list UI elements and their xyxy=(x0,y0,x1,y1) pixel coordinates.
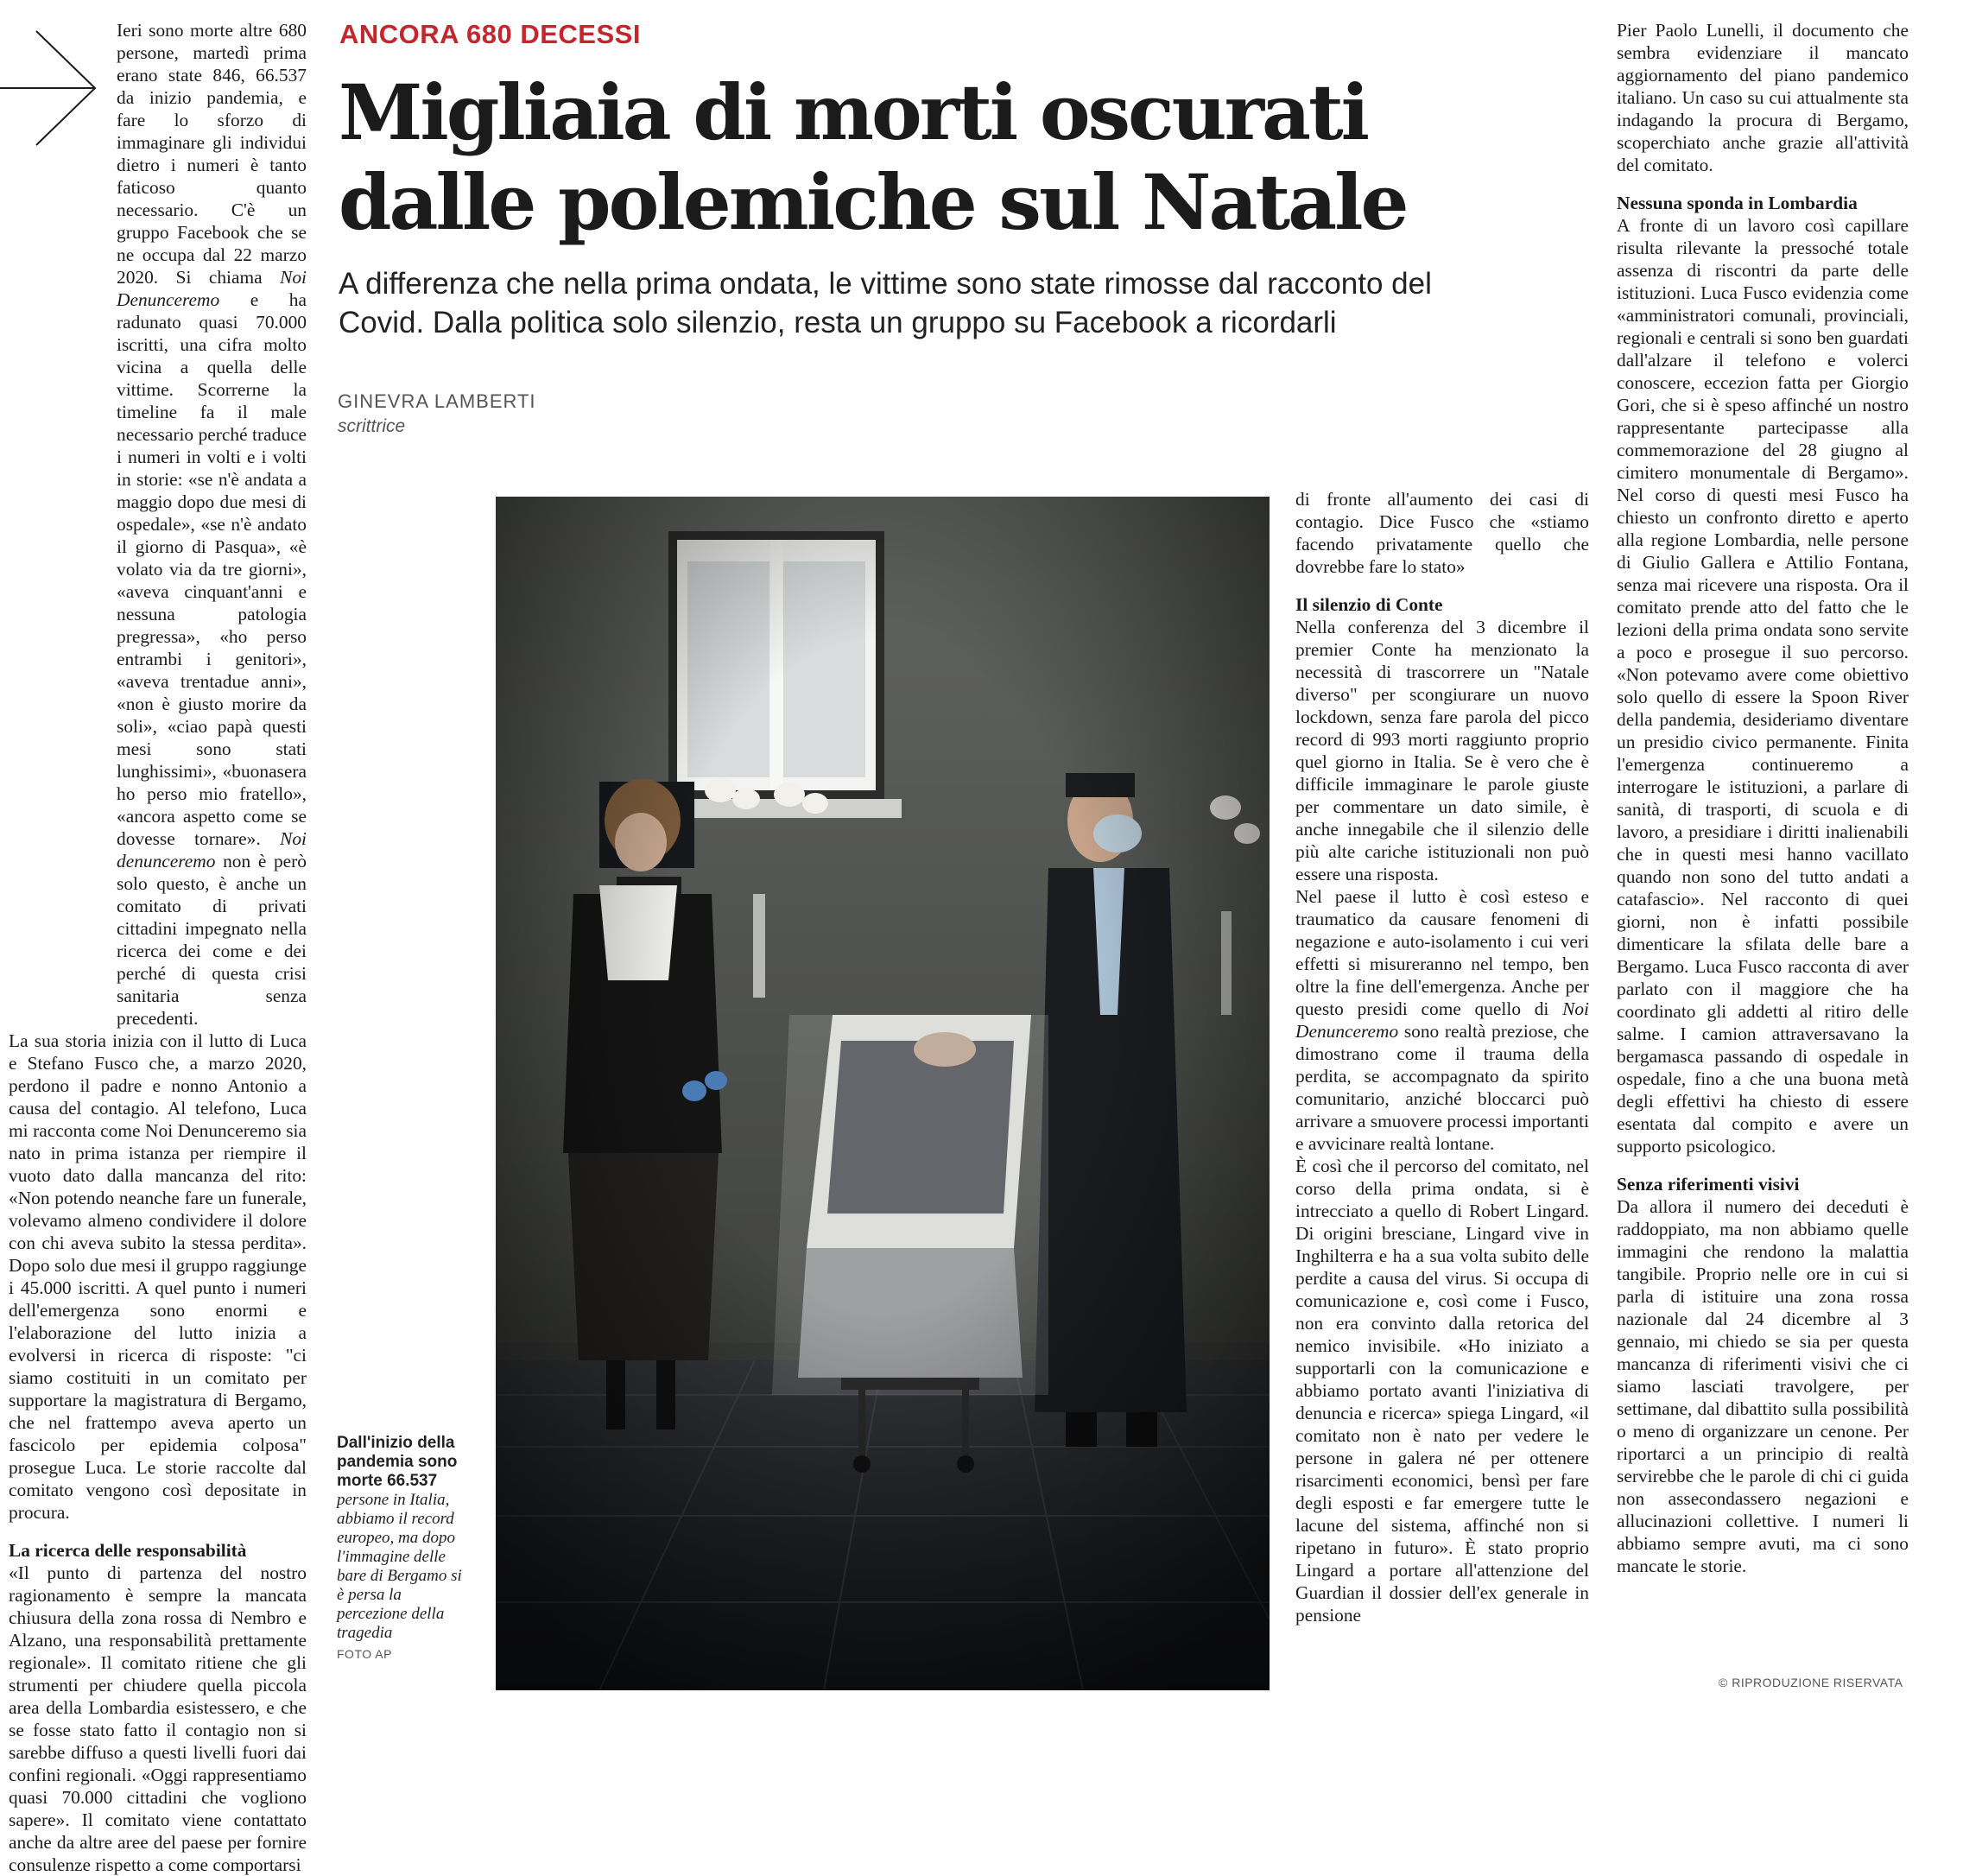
headline xyxy=(339,67,1461,247)
author-role: scrittrice xyxy=(338,416,406,436)
paragraph: «Il punto di partenza del nostro ragionamento è sempre la mancata chiusura della zona rossa di Nembro e Alzano, una responsabilità prettamente regionale». Il comitato ritiene che gli strumenti per chiudere quella piccola area della Lombardia esistessero, e che se fosse stato fatto il contagio non si sarebbe diffuso a questi livelli fuori dai confini regionali. «Oggi rappresentiamo quasi 70.000 cittadini che vogliono sapere». Il comitato viene contattato anche da altre aree del paese per fornire consulenze rispetto a come comportarsi xyxy=(9,1562,307,1875)
text-run: non è però solo questo, è anche un comitato di privati cittadini impegnato nella ricerca dei come e dei perché di questa crisi sanitaria senza precedenti. xyxy=(117,851,307,1029)
copyright-notice: © RIPRODUZIONE RISERVATA xyxy=(1719,1676,1903,1689)
caption-text: persone in Italia, abbiamo il record europeo, ma dopo l'immagine delle bare di Bergamo si è persa la percezione della tragedia xyxy=(337,1491,462,1642)
paragraph: La sua storia inizia con il lutto di Luca e Stefano Fusco che, a marzo 2020, perdono il padre e nonno Antonio a causa del contagio. Al telefono, Luca mi racconta come Noi Denunceremo sia nato in prima istanza per riempire il vuoto dato dalla mancanza del rito: «Non potendo neanche fare un funerale, volevamo almeno condividere il dolore con chi aveva subito la stessa perdita». Dopo solo due mesi il gruppo raggiunge i 45.000 iscritti. A quel punto i numeri dell'emergenza sono enormi e l'elaborazione del lutto inizia a evolversi in ricerca di risposte: "ci siamo costituiti in un comitato per supportare la magistratura di Bergamo, che nel frattempo aveva aperto un fascicolo per epidemia colposa" prosegue Luca. Le storie raccolte dal comitato vengono così depositate in procura. xyxy=(9,1030,307,1523)
text-run: sono realtà preziose, che dimostrano come il trauma della perdita, se accompagnato da spirito comunitario, anziché bloccarci può arrivare a smuovere processi importanti e avvicinare realtà lontane. xyxy=(1295,1021,1589,1154)
subheading: Senza riferimenti visivi xyxy=(1617,1174,1800,1195)
subheading: Il silenzio di Conte xyxy=(1295,594,1443,615)
paragraph: di fronte all'aumento dei casi di contagio. Dice Fusco che «stiamo facendo privatamente quello che dovrebbe fare lo stato» xyxy=(1295,489,1589,577)
text-run: Noi denunceremo xyxy=(117,828,307,871)
author-byline: GINEVRA LAMBERTI xyxy=(338,390,536,412)
paragraph: A fronte di un lavoro così capillare risulta rilevante la pressoché totale assenza di riscontri da parte delle istituzioni. Luca Fusco evidenzia come «amministratori comunali, provinciali, regionali e centrali si sono ben guardati dall'alzare il telefono e volerci conoscere, eccezion fatta per Giorgio Gori, che si è speso affinché un nostro rappresentante partecipasse alla commemorazione del 28 giugno al cimitero monumentale di Bergamo». Nel corso di questi mesi Fusco ha chiesto un confronto diretto e aperto alla regione Lombardia, nelle persone di Giulio Gallera e Attilio Fontana, senza mai ricevere una risposta. Ora il comitato prende atto del fatto che le lezioni della prima ondata sono servite a poco e prosegue il suo percorso. «Non potevamo avere come obiettivo solo quello di essere la Spoon River della pandemia, desideriamo diventare un presidio civico permanente. Finita l'emergenza continueremo a interrogare le istituzioni, a parlare di sanità, di trasporti, di scuola e di lavoro, a presidiare i diritti inalienabili che in questi mesi hanno vacillato quando non sono del tutto andati a catafascio». Nel racconto di quei giorni, non è infatti possibile dimenticare la sfilata delle bare a Bergamo. Luca Fusco racconta di aver parlato con il maggiore che ha coordinato gli addetti al ritiro delle salme. I camion attraversavano la bergamasca passando di ospedale in ospedale, fino a che una buona metà degli effettivi ha chiesto di essere esentata dal compito e avere un supporto psicologico. xyxy=(1617,215,1909,1157)
paragraph: Nella conferenza del 3 dicembre il premier Conte ha menzionato la necessità di trascorrere un "Natale diverso" per scongiurare un nuovo lockdown, senza fare parola del picco record di 993 morti raggiunto proprio quel giorno in Italia. Se è vero che è difficile immaginare le parole giuste per commentare un dato simile, è anche innegabile che il silenzio delle più alte cariche istituzionali non può essere una risposta. xyxy=(1295,617,1589,884)
paragraph: Da allora il numero dei deceduti è raddoppiato, ma non abbiamo quelle immagini che rendono la malattia tangibile. Proprio nelle ore in cui si parla di istituire una zona rossa nazionale dal 24 dicembre al 3 gennaio, mi chiedo se sia per questa mancanza di riferimenti visivi che ci siamo lasciati travolgere, per settimane, dal dibattito sulla possibilità o meno di organizzare un cenone. Per riportarci a un principio di realtà servirebbe che le parole di chi ci guida non assecondassero negazioni e allucinazioni collettive. I numeri li abbiamo sempre avuti, ma ci sono mancate le storie. xyxy=(1617,1196,1909,1576)
subheading: La ricerca delle responsabilità xyxy=(9,1540,247,1561)
paragraph xyxy=(9,19,307,1030)
kicker: ANCORA 680 DECESSI xyxy=(339,19,641,49)
headline-line-2: dalle polemiche sul Natale xyxy=(339,157,1407,247)
article-column-1 xyxy=(9,19,307,1876)
caption-lead: Dall'inizio della pandemia sono morte 66.537 xyxy=(337,1434,458,1490)
headline-line-1: Migliaia di morti oscurati xyxy=(339,67,1368,157)
article-column-4 xyxy=(1617,19,1909,1577)
standfirst: A differenza che nella prima ondata, le vittime sono state rimosse dal racconto del Covid. Dalla politica solo silenzio, resta un gruppo su Facebook a ricordarli xyxy=(339,267,1432,339)
paragraph: È così che il percorso del comitato, nel corso della prima ondata, si è intrecciato a quello di Robert Lingard. Di origini bresciane, Lingard vive in Inghilterra e ha a sua volta subito delle perdite a causa del virus. Si occupa di comunicazione e, così come i Fusco, non era convinto dalla retorica del nemico invisibile. «Ho iniziato a supportarli con la comunicazione e abbiamo portato avanti l'iniziativa di denuncia e ricerca» spiega Lingard, «il comitato non è nato per vedere le persone in galera né per ottenere risarcimenti economici, bensì per fare degli esposti e far emergere tutte le lacune del sistema, affinché non si ripetano in futuro». È stato proprio Lingard a portare all'attenzione del Guardian il dossier dell'ex generale in pensione xyxy=(1295,1156,1589,1626)
photo-credit: FOTO AP xyxy=(337,1647,392,1661)
text-run: Noi Denunceremo xyxy=(1295,998,1589,1042)
photo-caption xyxy=(337,1434,472,1664)
paragraph: Pier Paolo Lunelli, il documento che sembra evidenziare il mancato aggiornamento del piano pandemico italiano. Un caso su cui attualmente sta indagando la procura di Bergamo, scoperchiato anche grazie all'attività del comitato. xyxy=(1617,20,1909,175)
text-run: Nel paese il lutto è così esteso e traumatico da causare fenomeni di negazione e auto-isolamento i cui veri effetti si misureranno nel tempo, ben oltre la fine dell'emergenza. Anche per questo presidi come quello di xyxy=(1295,886,1589,1019)
subheading: Nessuna sponda in Lombardia xyxy=(1617,193,1858,213)
text-run: e ha radunato quasi 70.000 iscritti, una cifra molto vicina a quella delle vittime. Scorrerne la timeline fa il male necessario perché traduce i numeri in volti e i volti in storie: «se n'è andata a maggio dopo due mesi di ospedale», «se n'è andato il giorno di Pasqua», «è volato via da tre giorni», «aveva cinquant'anni e nessuna patologia pregressa», «ho perso entrambi i genitori», «aveva trentadue anni», «non è giusto morire da soli», «ciao papà questi mesi sono stati lunghissimi», «buonasera ho perso mio fratello», «ancora aspetto come se dovesse tornare». xyxy=(117,289,307,849)
text-run: Noi Denunceremo xyxy=(117,267,307,310)
photo-illustration xyxy=(496,497,1270,1690)
paragraph xyxy=(1295,885,1589,1155)
article-photo xyxy=(496,497,1270,1690)
text-run: Ieri sono morte altre 680 persone, martedì prima erano state 846, 66.537 da inizio pandemia, e fare lo sforzo di immaginare gli individui dietro i numeri è tanto faticoso quanto necessario. C'è un gruppo Facebook che se ne occupa dal 22 marzo 2020. Si chiama xyxy=(117,20,307,288)
article-column-3 xyxy=(1295,488,1589,1626)
